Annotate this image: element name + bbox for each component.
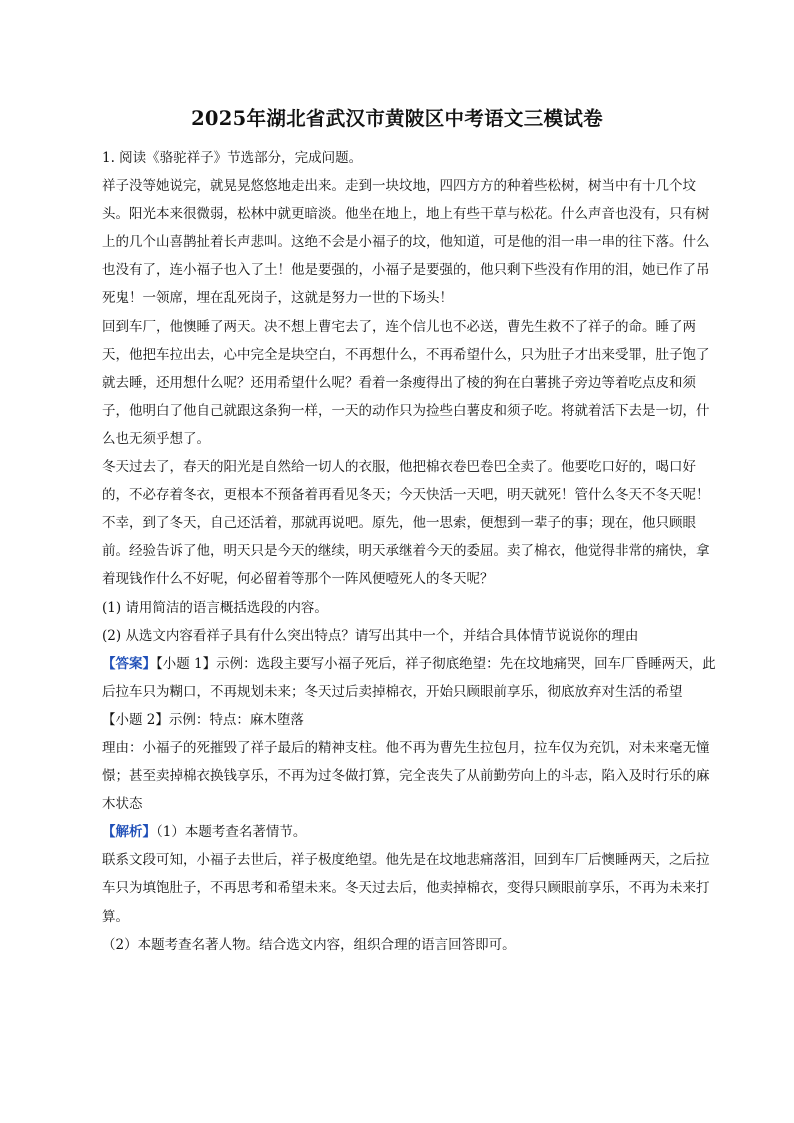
answer-q2-text: 示例：特点：麻木堕落 [168,711,304,728]
answer-q2-reason: 理由：小福子的死摧毁了祥子最后的精神支柱。他不再为曹先生拉包月，拉车仅为充饥，对未来毫无憧憬；甚至卖掉棉衣换钱享乐，不再为过冬做打算，完全丧失了从前勤劳向上的斗志，陷入及时行乐的麻木状态 [102,739,710,813]
analysis-p2: （2）本题考查名著人物。结合选文内容，组织合理的语言回答即可。 [102,936,516,953]
question-content [102,144,716,959]
answer-q2 [102,706,716,734]
page-title: 2025年湖北省武汉市黄陂区中考语文三模试卷 [191,107,603,130]
passage-paragraph-3: 冬天过去了，春天的阳光是自然给一切人的衣服，他把棉衣卷巴卷巴全卖了。他要吃口好的，喝口好的，不必存着冬衣，更根本不预备着再看见冬天；今天快活一天吧，明天就死！管什么冬天不冬天呢！不幸，到了冬天，自己还活着，那就再说吧。原先，他一思索，便想到一辈子的事；现在，他只顾眼前。经验告诉了他，明天只是今天的继续，明天承继着今天的委屈。卖了棉衣，他觉得非常的痛快，拿着现钱作什么不好呢，何必留着等那个一阵风便噎死人的冬天呢？ [102,459,710,588]
sub-question-2: (2) 从选文内容看祥子具有什么突出特点？请写出其中一个，并结合具体情节说说你的理由 [102,627,639,644]
question-stem: 1. 阅读《骆驼祥子》节选部分，完成问题。 [102,150,363,166]
analysis-tag: 【解析】 [102,824,156,841]
answer-q1-text: 示例：选段主要写小福子死后，祥子彻底绝望：先在坟地痛哭，回车厂昏睡两天，此后拉车只为糊口，不再规划未来；冬天过后卖掉棉衣，开始只顾眼前享乐，彻底放弃对生活的希望 [102,655,716,700]
analysis-block [102,818,716,846]
answer-block [102,650,716,706]
passage-paragraph-2: 回到车厂，他懊睡了两天。决不想上曹宅去了，连个信儿也不必送，曹先生救不了祥子的命。睡了两天，他把车拉出去，心中完全是块空白，不再想什么，不再希望什么，只为肚子才出来受罪，肚子饱了就去睡，还用想什么呢？还用希望什么呢？看着一条瘦得出了棱的狗在白薯挑子旁边等着吃点皮和须子，他明白了他自己就跟这条狗一样，一天的动作只为捡些白薯皮和须子吃。将就着活下去是一切，什么也无须乎想了。 [102,318,710,447]
analysis-p1-body: 联系文段可知，小福子去世后，祥子极度绝望。他先是在坟地悲痛落泪，回到车厂后懊睡两天，之后拉车只为填饱肚子，不再思考和希望未来。冬天过去后，他卖掉棉衣，变得只顾眼前享乐，不再为未来打算。 [102,852,710,925]
answer-q2-label: 【小题 2】 [102,711,169,728]
passage-paragraph-1: 祥子没等她说完，就晃晃悠悠地走出来。走到一块坟地，四四方方的种着些松树，树当中有十几个坟头。阳光本来很微弱，松林中就更暗淡。他坐在地上，地上有些干草与松花。什么声音也没有，只有树上的几个山喜鹊扯着长声悲叫。这绝不会是小福子的坟，他知道，可是他的泪一串一串的往下落。什么也没有了，连小福子也入了土！他是要强的，小福子是要强的，他只剩下些没有作用的泪，她已作了吊死鬼！一领席，埋在乱死岗子，这就是努力一世的下场头！ [102,178,710,307]
sub-question-1: (1) 请用简洁的语言概括选段的内容。 [102,599,328,616]
analysis-p1-head: （1）本题考查名著情节。 [156,824,307,841]
answer-tag: 【答案】 [102,655,156,672]
answer-q1-label: 【小题 1】 [156,655,217,672]
